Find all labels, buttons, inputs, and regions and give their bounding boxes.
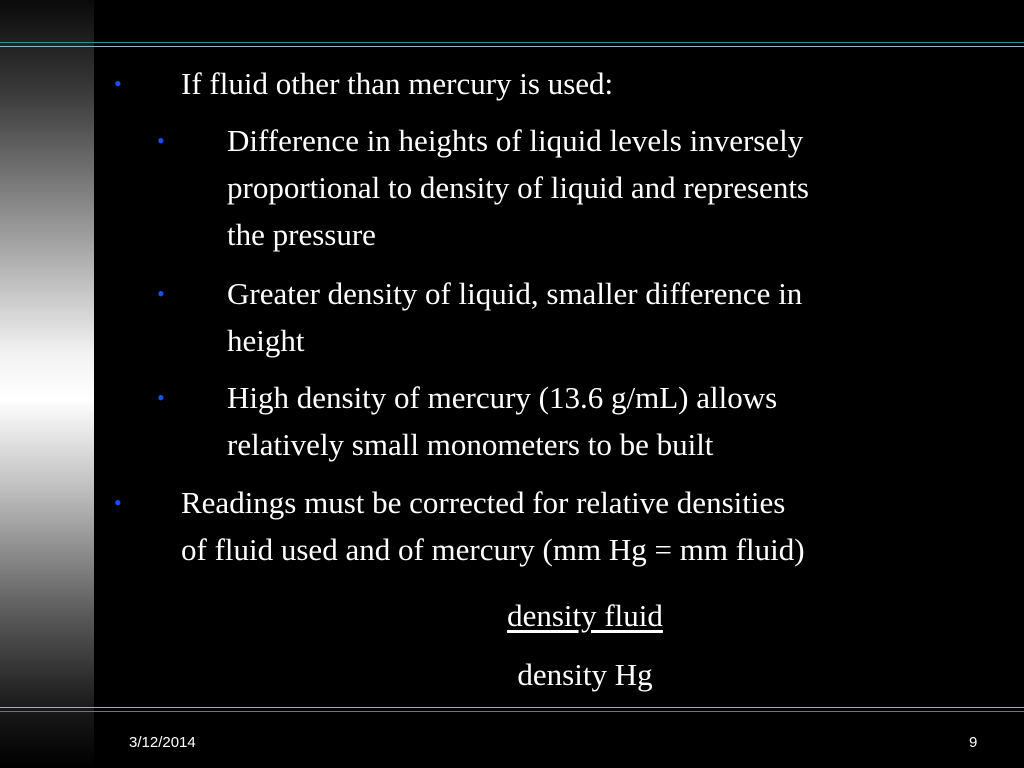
- bullet-line: of fluid used and of mercury (mm Hg = mm fluid): [181, 532, 805, 567]
- sub-bullet-text: [227, 117, 997, 258]
- bullet-line: Readings must be corrected for relative densities: [181, 485, 786, 520]
- sub-bullet-text: [227, 374, 997, 468]
- sub-bullet-line: the pressure: [227, 217, 376, 252]
- formula-denominator: density Hg: [517, 657, 653, 692]
- bullet-text: If fluid other than mercury is used:: [181, 66, 614, 101]
- sub-bullet-line: High density of mercury (13.6 g/mL) allows: [227, 380, 778, 415]
- footer-date: 3/12/2014: [129, 734, 196, 751]
- sub-bullet-line: height: [227, 323, 305, 358]
- bullet-glyph: •: [157, 128, 165, 153]
- sub-bullet-line: Greater density of liquid, smaller difference in: [227, 276, 803, 311]
- bullet-glyph: •: [157, 281, 165, 306]
- bullet-glyph: •: [114, 490, 122, 515]
- sub-bullet-line: proportional to density of liquid and represents: [227, 170, 809, 205]
- sub-bullet-text: [227, 270, 997, 364]
- bullet-text: [181, 479, 1001, 573]
- sub-bullet-line: Difference in heights of liquid levels inversely: [227, 123, 804, 158]
- bullet-glyph: •: [157, 385, 165, 410]
- formula-numerator: density fluid: [507, 598, 663, 633]
- bullet-glyph: •: [114, 71, 122, 96]
- sub-bullet-line: relatively small monometers to be built: [227, 427, 714, 462]
- footer-page-number: 9: [969, 734, 978, 751]
